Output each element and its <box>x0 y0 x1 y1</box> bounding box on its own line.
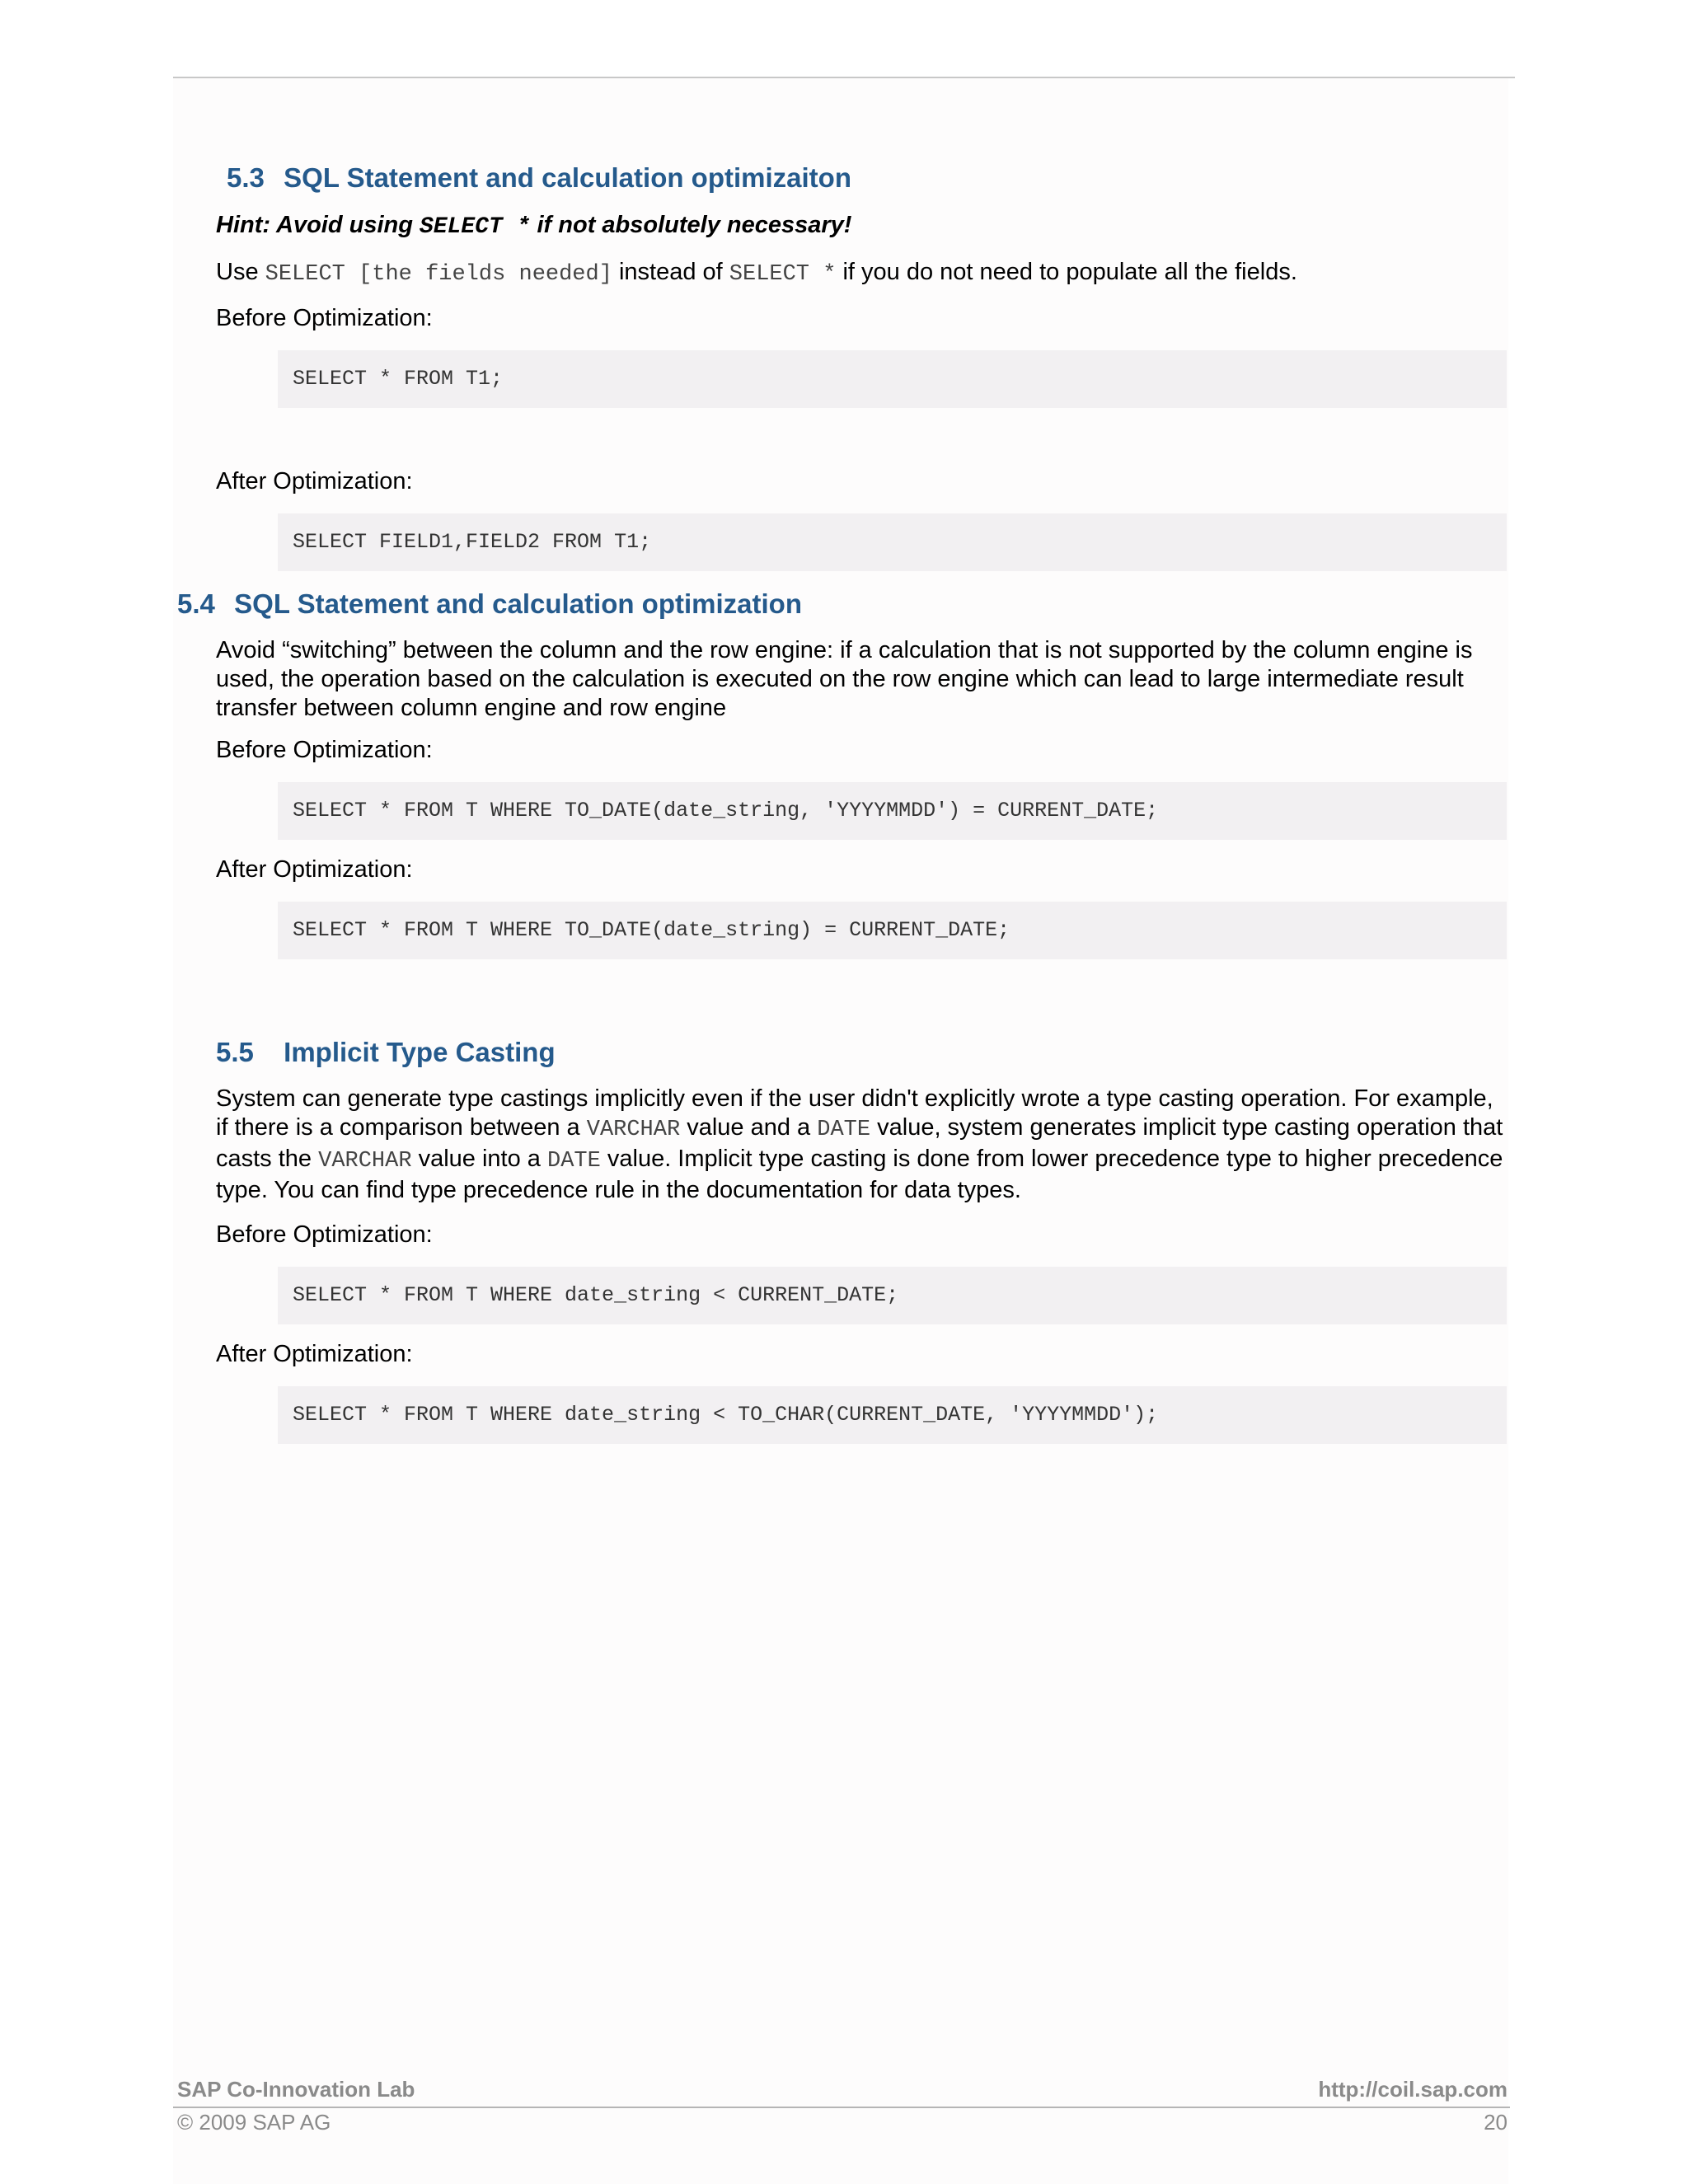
before-optimization-label: Before Optimization: <box>216 305 433 331</box>
hint-suffix: if not absolutely necessary! <box>530 212 852 238</box>
section-number: 5.4 <box>177 588 215 619</box>
body-text-4: value into a <box>411 1146 547 1172</box>
after-optimization-label: After Optimization: <box>216 856 413 883</box>
intro-code-2: SELECT * <box>729 262 837 287</box>
intro-code-1: SELECT [the fields needed] <box>265 262 612 287</box>
code-block-before: SELECT * FROM T1; <box>278 350 1507 408</box>
body-code-varchar: VARCHAR <box>318 1149 412 1174</box>
section-title: Implicit Type Casting <box>284 1037 556 1067</box>
section-title: SQL Statement and calculation optimizaiton <box>284 162 851 193</box>
hint-prefix: Hint: Avoid using <box>216 212 420 238</box>
header-rule <box>173 77 1515 78</box>
body-text-1: System can generate type castings implicitly even if the user didn't explicitly wrote a type casting operation. For example, if there is a comparison between a <box>216 1085 1493 1141</box>
body-code-date: DATE <box>817 1118 871 1142</box>
body-text-3: value, system generates implicit type casting operation that casts the <box>216 1114 1503 1172</box>
code-block-after: SELECT * FROM T WHERE date_string < TO_CHAR(CURRENT_DATE, 'YYYYMMDD'); <box>278 1386 1507 1444</box>
code-block-after: SELECT FIELD1,FIELD2 FROM T1; <box>278 513 1507 571</box>
before-optimization-label: Before Optimization: <box>216 737 433 763</box>
section-5-4-heading <box>177 588 802 621</box>
body-code-date: DATE <box>547 1149 601 1174</box>
section-number: 5.5 <box>216 1037 254 1067</box>
footer-org: SAP Co-Innovation Lab <box>177 2077 415 2102</box>
page-number: 20 <box>1484 2110 1507 2135</box>
code-block-before: SELECT * FROM T WHERE date_string < CURRENT_DATE; <box>278 1267 1507 1324</box>
section-5-3-heading <box>227 162 851 194</box>
body-text-5: value. Implicit type casting is done from lower precedence type to higher precedence type. You can find type precedence rule in the documentation for data types. <box>216 1146 1503 1203</box>
footer-copyright: © 2009 SAP AG <box>177 2110 331 2135</box>
section-5-5-heading <box>216 1036 556 1069</box>
footer-url: http://coil.sap.com <box>1318 2077 1507 2102</box>
intro-text-2: instead of <box>612 259 729 285</box>
hint-code: SELECT * <box>420 214 531 240</box>
intro-text-3: if you do not need to populate all the fields. <box>836 259 1297 285</box>
hint-text <box>216 211 851 241</box>
section-5-5-body <box>216 1085 1507 1205</box>
code-block-after: SELECT * FROM T WHERE TO_DATE(date_string) = CURRENT_DATE; <box>278 902 1507 959</box>
section-5-4-body: Avoid “switching” between the column and the row engine: if a calculation that is not supported by the column engine is used, the operation based on the calculation is executed on the row engine which can lead to large intermediate result transfer between column engine and row engine <box>216 637 1473 721</box>
body-text-2: value and a <box>680 1114 818 1141</box>
section-5-3-intro <box>216 258 1297 289</box>
section-number: 5.3 <box>227 162 265 193</box>
intro-text-1: Use <box>216 259 265 285</box>
before-optimization-label: Before Optimization: <box>216 1221 433 1248</box>
footer-rule <box>173 2107 1510 2108</box>
section-title: SQL Statement and calculation optimization <box>234 588 802 619</box>
after-optimization-label: After Optimization: <box>216 468 413 494</box>
body-code-varchar: VARCHAR <box>586 1118 681 1142</box>
after-optimization-label: After Optimization: <box>216 1341 413 1367</box>
code-block-before: SELECT * FROM T WHERE TO_DATE(date_string, 'YYYYMMDD') = CURRENT_DATE; <box>278 782 1507 840</box>
